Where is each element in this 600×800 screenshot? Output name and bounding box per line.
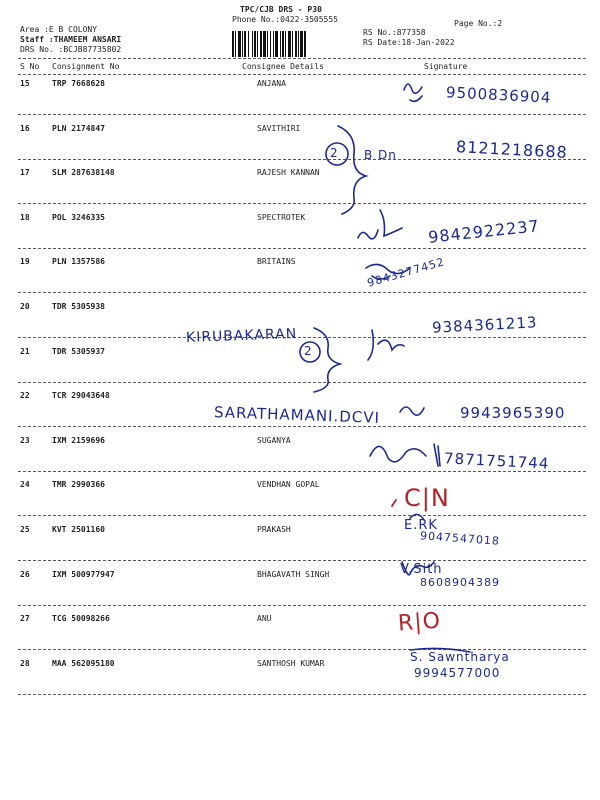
row-divider (18, 337, 586, 338)
row-consignment-number: TMR 2990366 (52, 480, 105, 489)
row-divider (18, 159, 586, 160)
row-sno: 22 (20, 391, 30, 400)
rs-date: RS Date:18-Jan-2022 (363, 38, 455, 47)
row-consignment-number: PLN 2174847 (52, 124, 105, 133)
row-sno: 28 (20, 659, 30, 668)
row-consignee-name: BHAGAVATH SINGH (257, 570, 330, 579)
row-consignee-name: ANJANA (257, 79, 286, 88)
handwritten-name-16: B Dn (364, 148, 397, 162)
row-divider (18, 203, 586, 204)
column-header-rule (18, 74, 586, 75)
handwritten-name-22: SARATHAMANI.DCVI (213, 403, 381, 427)
row-divider (18, 426, 586, 427)
column-header-sno: S No (20, 62, 40, 71)
row-consignee-name: ANU (257, 614, 272, 623)
row-divider (18, 382, 586, 383)
column-header-consignee: Consignee Details (242, 62, 324, 71)
row-consignee-name: SUGANYA (257, 436, 291, 445)
row-sno: 23 (20, 436, 30, 445)
row-sno: 16 (20, 124, 30, 133)
row-sno: 25 (20, 525, 30, 534)
barcode-image (232, 31, 360, 57)
page-number: Page No.:2 (454, 19, 503, 28)
row-consignment-number: IXM 500977947 (52, 570, 115, 579)
row-divider (18, 248, 586, 249)
handwritten-phone-18: 9842922237 (427, 216, 541, 247)
handwritten-phone-15: 9500836904 (445, 83, 552, 107)
row-sno: 18 (20, 213, 30, 222)
row-sno: 27 (20, 614, 30, 623)
row-consignment-number: TDR 5305938 (52, 302, 105, 311)
row-sno: 17 (20, 168, 30, 177)
handwritten-phone-26: 8608904389 (420, 576, 500, 589)
handwritten-name-20: KIRUBAKARAN (185, 326, 298, 346)
handwritten-mark-27: R|O (397, 608, 442, 637)
area-label: Area :E B COLONY (20, 25, 98, 34)
drs-number: DRS No. :BCJB87735802 (20, 45, 122, 54)
handwritten-phone-23: 7871751744 (443, 449, 550, 473)
row-consignee-name: SPECTROTEK (257, 213, 306, 222)
phone-number: Phone No.:0422-3505555 (232, 15, 338, 24)
row-consignment-number: TRP 7668628 (52, 79, 105, 88)
handwritten-phone-25: 9047547018 (419, 529, 501, 548)
row-consignee-name: BRITAINS (257, 257, 296, 266)
row-divider (18, 292, 586, 293)
handwritten-circle-note-16: 2 (330, 146, 339, 160)
staff-label: Staff :THAMEEM ANSARI (20, 35, 122, 44)
row-sno: 20 (20, 302, 30, 311)
row-consignment-number: IXM 2159696 (52, 436, 105, 445)
document-title: TPC/CJB DRS - P30 (240, 5, 322, 14)
row-sno: 19 (20, 257, 30, 266)
row-consignee-name: SANTHOSH KUMAR (257, 659, 325, 668)
handwritten-phone-28: 9994577000 (414, 666, 501, 680)
row-consignment-number: TDR 5305937 (52, 347, 105, 356)
row-consignment-number: TCR 29043648 (52, 391, 110, 400)
handwritten-signature-25: E.RK (404, 518, 438, 533)
row-consignment-number: PLN 1357586 (52, 257, 105, 266)
handwritten-phone-16: 8121218688 (455, 137, 569, 162)
row-divider (18, 471, 586, 472)
row-consignment-number: KVT 2501160 (52, 525, 105, 534)
handwritten-signature-26: V.Sith (400, 562, 443, 577)
row-sno: 15 (20, 79, 30, 88)
row-consignment-number: MAA 562095180 (52, 659, 115, 668)
handwritten-phone-22: 9943965390 (460, 404, 566, 422)
row-consignment-number: POL 3246335 (52, 213, 105, 222)
row-sno: 21 (20, 347, 30, 356)
row-consignee-name: SAVITHIRI (257, 124, 301, 133)
row-sno: 26 (20, 570, 30, 579)
row-consignment-number: TCG 50098266 (52, 614, 110, 623)
row-sno: 24 (20, 480, 30, 489)
handwritten-phone-19: 9843277452 (365, 255, 447, 290)
handwritten-mark-24: C|N (404, 484, 450, 512)
row-divider (18, 560, 586, 561)
row-divider (18, 515, 586, 516)
row-consignee-name: RAJESH KANNAN (257, 168, 320, 177)
handwritten-name-28: S. Sawntharya (410, 650, 510, 664)
handwritten-circle-note-21: 2 (304, 344, 313, 358)
row-consignee-name: PRAKASH (257, 525, 291, 534)
column-header-signature: Signature (424, 62, 468, 71)
row-consignee-name: VENDHAN GOPAL (257, 480, 320, 489)
column-header-consignment: Consignment No (52, 62, 120, 71)
row-divider (18, 605, 586, 606)
header-rule (18, 58, 586, 59)
row-divider (18, 114, 586, 115)
handwritten-phone-20: 9384361213 (431, 313, 538, 337)
row-divider (18, 694, 586, 695)
row-consignment-number: SLM 287638148 (52, 168, 115, 177)
rs-number: RS No.:877358 (363, 28, 426, 37)
